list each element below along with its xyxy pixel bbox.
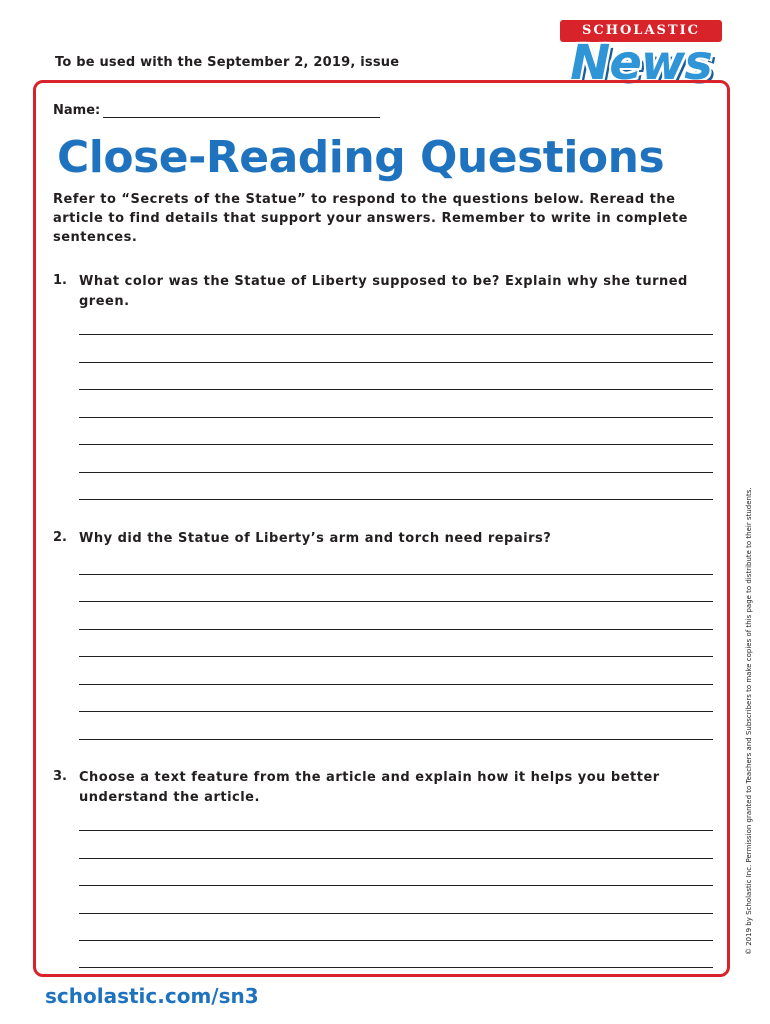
answer-line[interactable]: [79, 967, 713, 968]
answer-line[interactable]: [79, 885, 713, 886]
answer-line[interactable]: [79, 913, 713, 914]
question-1-number: 1.: [53, 273, 67, 288]
question-1-text: What color was the Statue of Liberty supposed to be? Explain why she turned green.: [79, 274, 688, 309]
answer-line[interactable]: [79, 830, 713, 831]
logo-news-word: News: [570, 35, 712, 91]
page-title: Close-Reading Questions: [57, 132, 665, 183]
footer-url[interactable]: scholastic.com/sn3: [45, 984, 259, 1008]
question-3-number: 3.: [53, 769, 67, 784]
logo-brand-banner: SCHOLASTIC: [560, 20, 722, 42]
answer-line[interactable]: [79, 858, 713, 859]
name-label: Name:: [53, 103, 101, 118]
answer-line[interactable]: [79, 711, 713, 712]
answer-line[interactable]: [79, 601, 713, 602]
answer-line[interactable]: [79, 574, 713, 575]
answer-line[interactable]: [79, 472, 713, 473]
question-2-number: 2.: [53, 530, 67, 545]
question-2-text: Why did the Statue of Liberty’s arm and torch need repairs?: [79, 531, 552, 546]
instructions: Refer to “Secrets of the Statue” to respond to the questions below. Reread the article to find details that support your answers. Remember to write in complete sentences.: [53, 192, 688, 245]
answer-line[interactable]: [79, 629, 713, 630]
copyright-note: © 2019 by Scholastic Inc. Permission granted to Teachers and Subscribers to make copies of this page to distribute to their students.: [745, 487, 753, 955]
answer-line[interactable]: [79, 684, 713, 685]
answer-line[interactable]: [79, 739, 713, 740]
answer-line[interactable]: [79, 417, 713, 418]
answer-line[interactable]: [79, 940, 713, 941]
answer-line[interactable]: [79, 362, 713, 363]
answer-line[interactable]: [79, 656, 713, 657]
name-answer-line[interactable]: [103, 117, 380, 118]
answer-line[interactable]: [79, 389, 713, 390]
answer-line[interactable]: [79, 444, 713, 445]
answer-line[interactable]: [79, 499, 713, 500]
issue-note: To be used with the September 2, 2019, issue: [55, 55, 400, 70]
question-3-text: Choose a text feature from the article and explain how it helps you better understand the article.: [79, 770, 660, 805]
answer-line[interactable]: [79, 334, 713, 335]
